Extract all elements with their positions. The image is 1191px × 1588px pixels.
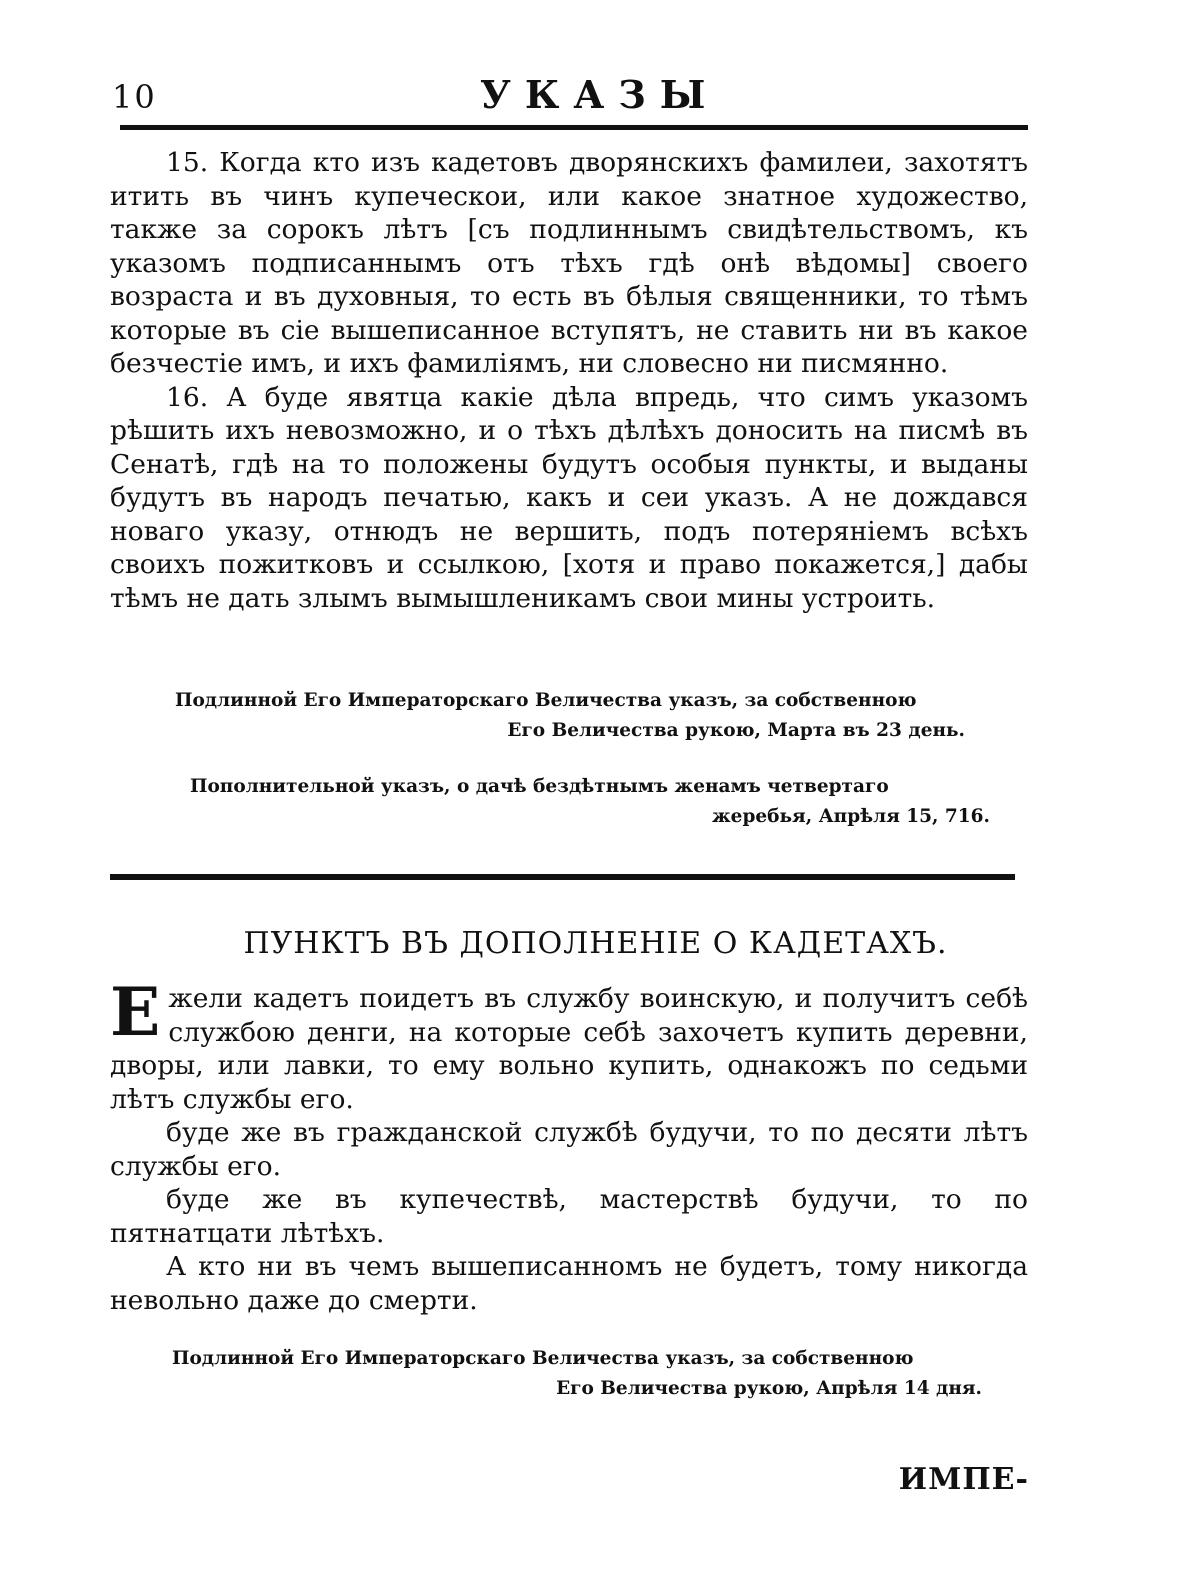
drop-cap: Е [110,973,161,1051]
attestation-line: Его Величества рукою, Марта въ 23 день. [507,720,965,741]
attestation-line: Его Величества рукою, Апрѣля 14 дня. [556,1378,982,1399]
decree-part2-text [110,973,1028,1317]
first-paragraph-text: жели кадетъ поидетъ въ службу воинскую, и получитъ себѣ службою денги, на которые себѣ захочетъ купить деревни, дворы, или лавки, то ему вольно купить, однакожъ по седьми лѣтъ службы его. [110,983,1028,1115]
section-title: ПУНКТЪ ВЪ ДОПОЛНЕНІЕ О КАДЕТАХЪ. [243,926,948,961]
supplement-note-line: жеребья, Апрѣля 15, 716. [712,806,990,827]
first-paragraph [110,973,1028,1116]
paragraph-civil-service: буде же въ гражданской службѣ будучи, то по десяти лѣтъ службы его. [110,1117,1028,1182]
paragraph-none: А кто ни въ чемъ вышеписанномъ не будетъ, тому никогда невольно даже до смерти. [110,1251,1028,1316]
paragraph-merchant-service: буде же въ купечествѣ, мастерствѣ будучи, то по пятнатцати лѣтѣхъ. [110,1184,1028,1249]
paragraph-15: 15. Когда кто изъ кадетовъ дворянскихъ фамилеи, захотятъ итить въ чинъ купеческои, или какое знатное художество, также за сорокъ лѣтъ [съ подлиннымъ свидѣтельствомъ, къ указомъ подписаннымъ отъ тѣхъ гдѣ онѣ вѣдомы] своего возраста и въ духовныя, то есть въ бѣлыя священники, то тѣмъ которые въ сіе вышеписанное вступятъ, не ставить ни въ какое безчестіе имъ, и ихъ фамиліямъ, ни словесно ни писмянно. [110,147,1028,379]
attestation-march [175,686,1055,746]
attestation-line: Подлинной Его Императорскаго Величества указъ, за собственною [172,1348,914,1369]
decree-part1-text [110,146,1028,615]
attestation-line: Подлинной Его Императорскаго Величества указъ, за собственною [175,690,917,711]
running-title: УКАЗЫ [480,72,720,117]
header-rule [120,125,1028,130]
supplement-note-line: Пополнительной указъ, о дачѣ бездѣтнымъ женамъ четвертаго [190,776,889,797]
page-number: 10 [112,78,157,116]
attestation-april [172,1344,1052,1404]
section-rule [110,874,1015,880]
paragraph-16: 16. А буде явятца какіе дѣла впредь, что симъ указомъ рѣшить ихъ невозможно, и о тѣхъ дѣлѣхъ доносить на писмѣ въ Сенатѣ, гдѣ на то положены будутъ особыя пункты, и выданы будутъ въ народъ печатью, какъ и сеи указъ. А не дождався новаго указу, отнюдъ не вершить, подъ потеряніемъ всѣхъ своихъ пожитковъ и ссылкою, [хотя и право покажется,] дабы тѣмъ не дать злымъ вымышленикамъ свои мины устроить. [110,381,1028,614]
catchword: ИМПЕ- [898,1462,1029,1497]
supplement-note [190,772,1070,832]
